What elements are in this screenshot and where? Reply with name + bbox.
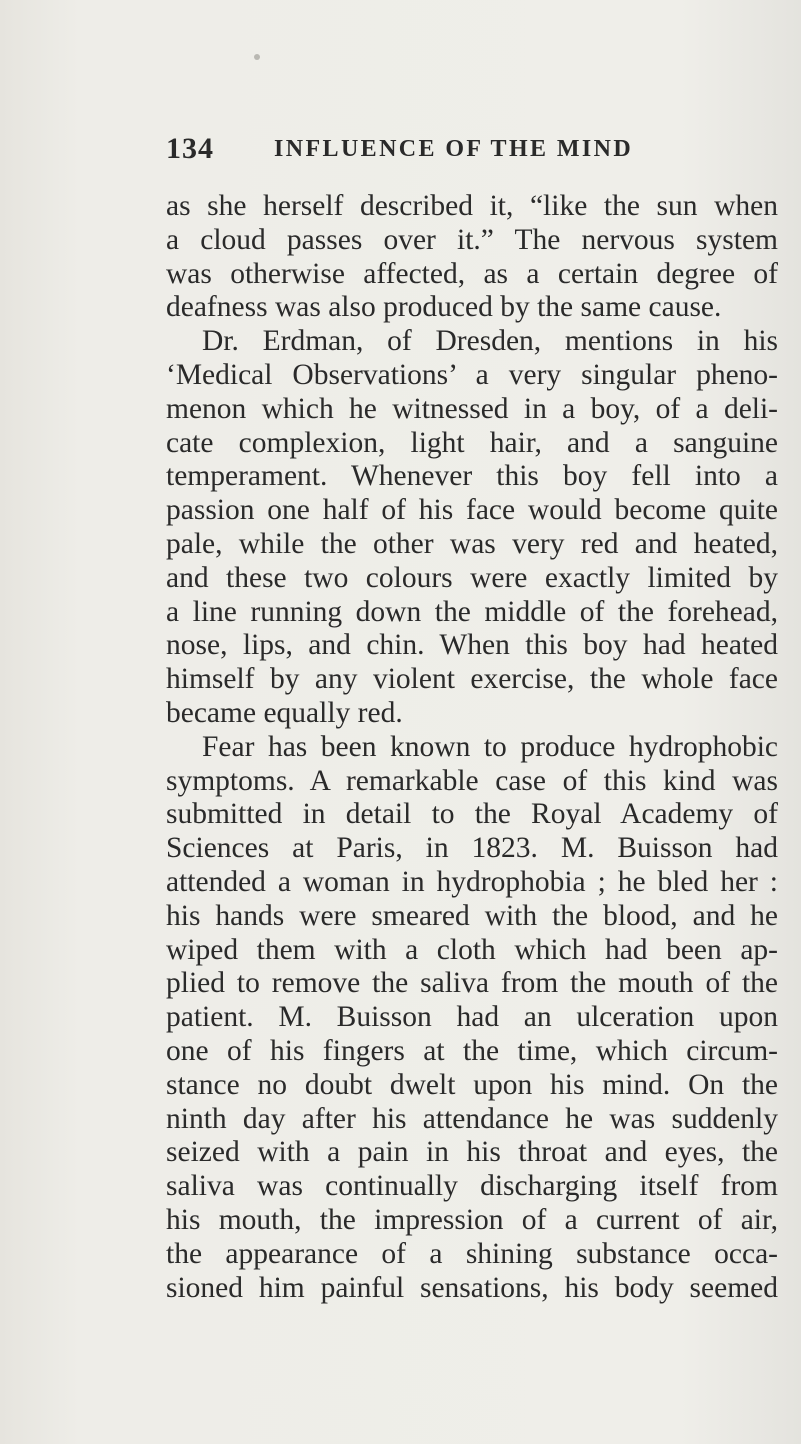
text-line: a cloud passes over it.” The nervous system — [166, 223, 778, 256]
text-line: saliva was continually discharging itself from — [166, 1170, 778, 1203]
text-line: stance no doubt dwelt upon his mind. On the — [166, 1068, 778, 1101]
text-line: deafness was also produced by the same cause. — [166, 291, 722, 324]
text-line: ‘Medical Observations’ a very singular pheno- — [166, 358, 778, 391]
text-line: was otherwise affected, as a certain degree of — [166, 257, 778, 290]
page-number: 134 — [166, 132, 214, 165]
page-header — [166, 132, 766, 172]
text-line: cate complexion, light hair, and a sanguine — [166, 426, 778, 459]
text-line: attended a woman in hydrophobia ; he bled her : — [166, 865, 778, 898]
text-line: pale, while the other was very red and heated, — [166, 527, 778, 560]
text-line: patient. M. Buisson had an ulceration upon — [166, 1001, 778, 1034]
text-line: seized with a pain in his throat and eyes, the — [166, 1136, 778, 1169]
text-line: nose, lips, and chin. When this boy had heated — [166, 629, 778, 662]
text-line: himself by any violent exercise, the whole face — [166, 663, 778, 696]
text-line: and these two colours were exactly limited by — [166, 561, 778, 594]
text-line: his hands were smeared with the blood, and he — [166, 899, 778, 932]
running-title: INFLUENCE OF THE MIND — [274, 136, 634, 162]
text-line: became equally red. — [166, 696, 403, 729]
text-line: one of his fingers at the time, which circum- — [166, 1034, 778, 1067]
body-text — [166, 190, 778, 1305]
text-line: his mouth, the impression of a current of air, — [166, 1203, 778, 1236]
text-line: ninth day after his attendance he was suddenly — [166, 1102, 778, 1135]
text-line: a line running down the middle of the forehead, — [166, 595, 778, 628]
text-line: sioned him painful sensations, his body seemed — [166, 1271, 778, 1304]
text-line: passion one half of his face would become quite — [166, 494, 778, 527]
text-line: wiped them with a cloth which had been ap- — [166, 933, 778, 966]
text-line: symptoms. A remarkable case of this kind was — [166, 764, 778, 797]
paper-speck — [254, 54, 260, 60]
text-line: Fear has been known to produce hydrophobic — [202, 730, 778, 763]
text-line: the appearance of a shining substance occa- — [166, 1237, 778, 1270]
text-line: temperament. Whenever this boy fell into a — [166, 460, 778, 493]
text-line: menon which he witnessed in a boy, of a deli- — [166, 392, 778, 425]
text-line: as she herself described it, “like the sun when — [166, 190, 778, 222]
text-line: Sciences at Paris, in 1823. M. Buisson had — [166, 832, 778, 865]
text-line: plied to remove the saliva from the mouth of the — [166, 967, 778, 1000]
text-line: submitted in detail to the Royal Academy of — [166, 798, 778, 831]
text-line: Dr. Erdman, of Dresden, mentions in his — [202, 325, 778, 358]
